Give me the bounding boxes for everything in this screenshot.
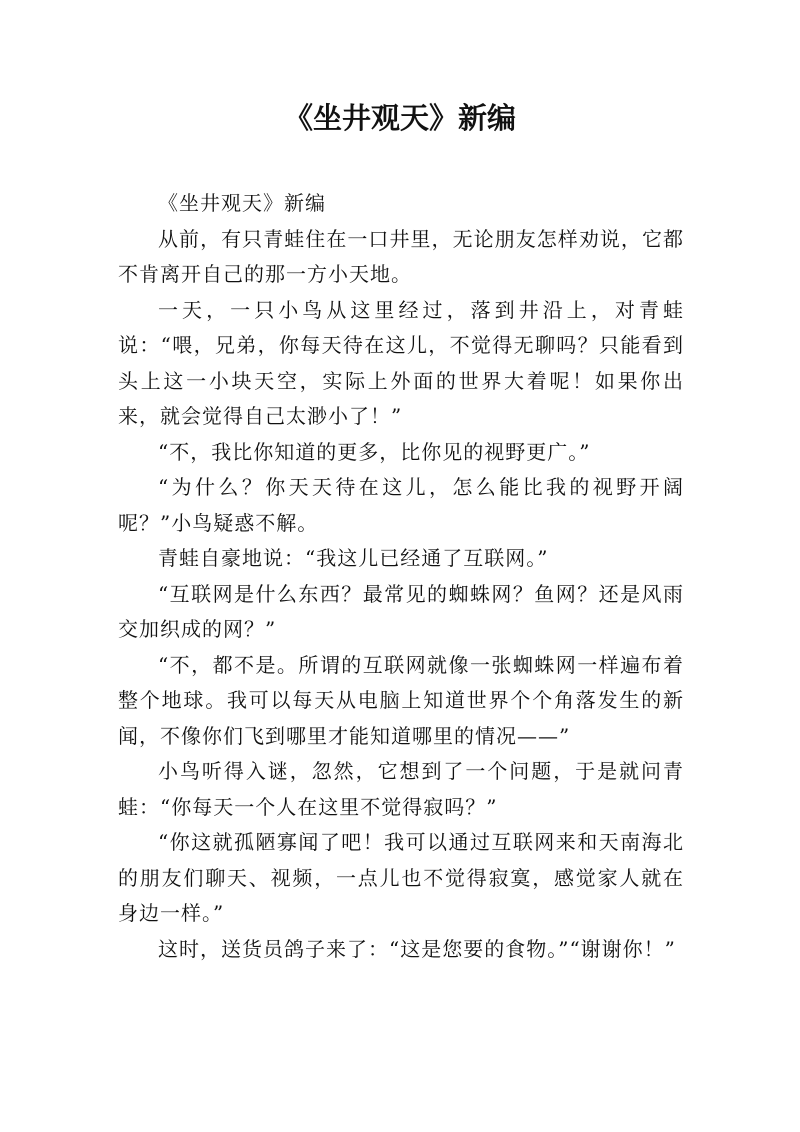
paragraph: 这时，送货员鸽子来了：“这是您要的食物。”“谢谢你！” [158,936,676,961]
paragraph: “为什么？你天天待在这儿，怎么能比我的视野开阔呢？”小鸟疑惑不解。 [118,475,684,535]
document-title: 《坐井观天》新编 [283,101,516,135]
document-body [118,186,684,967]
paragraph: 小鸟听得入谜，忽然，它想到了一个问题，于是就问青蛙：“你每天一个人在这里不觉得寂吗？” [118,759,684,819]
paragraph: 《坐井观天》新编 [158,191,326,215]
paragraph: “不，都不是。所谓的互联网就像一张蜘蛛网一样遍布着整个地球。我可以每天从电脑上知道世界个个角落发生的新闻，不像你们飞到哪里才能知道哪里的情况——” [118,652,684,748]
paragraph: “互联网是什么东西？最常见的蜘蛛网？鱼网？还是风雨交加织成的网？” [118,581,684,641]
paragraph: “不，我比你知道的更多，比你见的视野更广。” [158,439,591,464]
paragraph: 一天，一只小鸟从这里经过，落到井沿上，对青蛙说：“喂，兄弟，你每天待在这儿，不觉得无聊吗？只能看到头上这一小块天空，实际上外面的世界大着呢！如果你出来，就会觉得自己太渺小了！” [118,297,684,428]
paragraph: 从前，有只青蛙住在一口井里，无论朋友怎样劝说，它都不肯离开自己的那一方小天地。 [118,226,684,286]
paragraph: 青蛙自豪地说：“我这儿已经通了互联网。” [158,546,549,570]
paragraph: “你这就孤陋寡闻了吧！我可以通过互联网来和天南海北的朋友们聊天、视频，一点儿也不觉得寂寞，感觉家人就在身边一样。” [118,830,684,925]
